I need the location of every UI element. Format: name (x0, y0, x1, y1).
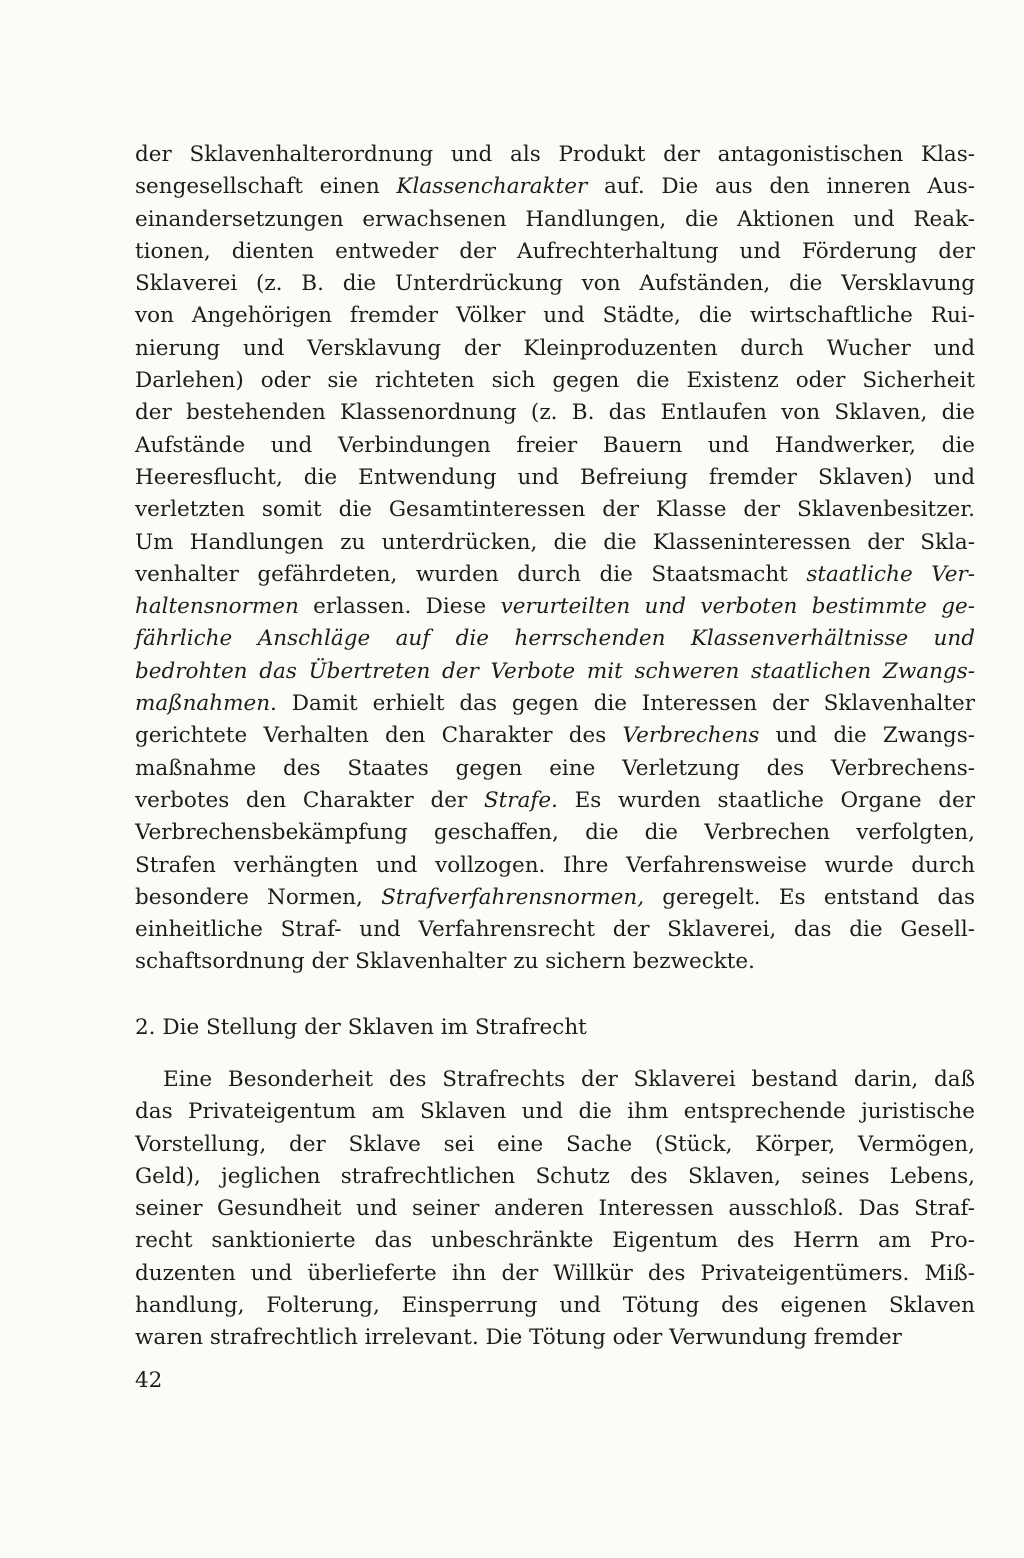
text-line (135, 850, 975, 882)
text-run: Aufstände und Verbindungen freier Bauern und Handwerker, die (135, 432, 975, 458)
emphasized-text: Klassencharakter (396, 174, 588, 200)
text-line (135, 527, 975, 559)
text-line (135, 753, 975, 785)
text-line (135, 204, 975, 236)
text-run: Sklaverei (z. B. die Unterdrückung von Aufständen, die Versklavung (135, 271, 975, 297)
text-run: tionen, dienten entweder der Aufrechterhaltung und Förderung der (135, 238, 975, 264)
text-run: Verbrechensbekämpfung geschaffen, die die Verbrechen verfolgten, (135, 820, 975, 846)
text-line (135, 1290, 975, 1322)
text-line (135, 559, 975, 591)
text-line (135, 591, 975, 623)
emphasized-text: verurteilten und verboten bestimmte ge- (500, 594, 975, 620)
text-line (135, 785, 975, 817)
text-run: der Sklavenhalterordnung und als Produkt der antagonistischen Klas- (135, 142, 975, 167)
emphasized-text: bedrohten das Übertreten der Verbote mit schweren staatlichen Zwangs- (135, 658, 975, 684)
page-number: 42 (135, 1368, 163, 1393)
text-line (135, 333, 975, 365)
text-run: nierung und Versklavung der Kleinproduzenten durch Wucher und (135, 335, 975, 361)
text-run: Strafen verhängten und vollzogen. Ihre Verfahrensweise wurde durch (135, 852, 975, 878)
text-line (135, 171, 975, 203)
text-line (135, 139, 975, 171)
paragraph-criminal-law-slavery (135, 139, 975, 979)
text-run: Damit erhielt das gegen die Interessen der Sklavenhalter (276, 691, 975, 717)
text-run: waren strafrechtlich irrelevant. Die Tötung oder Verwundung fremder (135, 1325, 902, 1351)
text-run: besondere Normen, (135, 884, 382, 910)
text-line (135, 300, 975, 332)
text-run: erlassen. Diese (298, 594, 501, 620)
text-line (135, 494, 975, 526)
text-run: seiner Gesundheit und seiner anderen Interessen ausschloß. Das Straf- (135, 1196, 975, 1222)
text-run: schaftsordnung der Sklavenhalter zu sichern bezweckte. (135, 949, 755, 975)
text-line (135, 914, 975, 946)
text-run: maßnahme des Staates gegen eine Verletzung des Verbrechens- (135, 755, 975, 781)
text-run: Darlehen) oder sie richteten sich gegen die Existenz oder Sicherheit (135, 368, 975, 394)
text-line (135, 365, 975, 397)
text-line (135, 1193, 975, 1225)
emphasized-text: fährliche Anschläge auf die herrschenden Klassenverhältnisse und (135, 626, 975, 652)
text-run: sengesellschaft einen (135, 174, 397, 200)
section-heading: 2. Die Stellung der Sklaven im Strafrecht (135, 1015, 587, 1040)
text-run: auf. Die aus den inneren Aus- (587, 174, 975, 200)
text-run: gerichtete Verhalten den Charakter des (135, 723, 623, 749)
text-run: der bestehenden Klassenordnung (z. B. das Entlaufen von Sklaven, die (135, 400, 975, 426)
text-line (135, 623, 975, 655)
emphasized-text: Strafverfahrensnormen, (381, 884, 645, 910)
text-line (135, 1096, 975, 1128)
text-run: einheitliche Straf- und Verfahrensrecht der Sklaverei, das die Gesell- (135, 917, 975, 943)
text-line (135, 656, 975, 688)
paragraph-slave-status (135, 1064, 975, 1355)
text-line (135, 1129, 975, 1161)
text-line (135, 882, 975, 914)
text-run: Es wurden staatliche Organe der (557, 787, 975, 813)
text-line (135, 236, 975, 268)
text-line (135, 817, 975, 849)
text-run: einandersetzungen erwachsenen Handlungen, die Aktionen und Reak- (135, 206, 975, 232)
text-line (135, 268, 975, 300)
emphasized-text: Verbrechens (622, 723, 760, 749)
text-run: verbotes den Charakter der (135, 787, 484, 813)
text-line (135, 1225, 975, 1257)
text-line (135, 1161, 975, 1193)
text-line (135, 946, 975, 978)
text-line (135, 720, 975, 752)
text-line (135, 688, 975, 720)
text-run: geregelt. Es entstand das (644, 884, 975, 910)
text-run: Vorstellung, der Sklave sei eine Sache (Stück, Körper, Vermögen, (135, 1131, 975, 1157)
emphasized-text: staatliche Ver- (806, 561, 976, 587)
text-run: Eine Besonderheit des Strafrechts der Sklaverei bestand darin, daß (163, 1067, 975, 1092)
text-run: recht sanktionierte das unbeschränkte Eigentum des Herrn am Pro- (135, 1228, 975, 1254)
text-line (135, 462, 975, 494)
text-line (135, 1064, 975, 1096)
text-run: Heeresflucht, die Entwendung und Befreiung fremder Sklaven) und (135, 464, 975, 490)
text-run: handlung, Folterung, Einsperrung und Tötung des eigenen Sklaven (135, 1293, 975, 1319)
text-run: verletzten somit die Gesamtinteressen der Klasse der Sklavenbesitzer. (135, 497, 975, 523)
text-line (135, 430, 975, 462)
text-run: venhalter gefährdeten, wurden durch die Staatsmacht (135, 561, 807, 587)
text-run: Geld), jeglichen strafrechtlichen Schutz des Sklaven, seines Lebens, (135, 1163, 975, 1189)
emphasized-text: Strafe. (483, 787, 558, 813)
text-run: Um Handlungen zu unterdrücken, die die Klasseninteressen der Skla- (135, 529, 975, 555)
text-line (135, 397, 975, 429)
text-run: das Privateigentum am Sklaven und die ihm entsprechende juristische (135, 1099, 975, 1125)
emphasized-text: haltensnormen (135, 594, 299, 620)
text-run: duzenten und überlieferte ihn der Willkür des Privateigentümers. Miß- (135, 1260, 975, 1286)
text-line (135, 1322, 975, 1354)
emphasized-text: maßnahmen. (135, 691, 277, 717)
text-line (135, 1258, 975, 1290)
text-run: und die Zwangs- (759, 723, 975, 749)
text-run: von Angehörigen fremder Völker und Städte, die wirtschaftliche Rui- (135, 303, 975, 329)
